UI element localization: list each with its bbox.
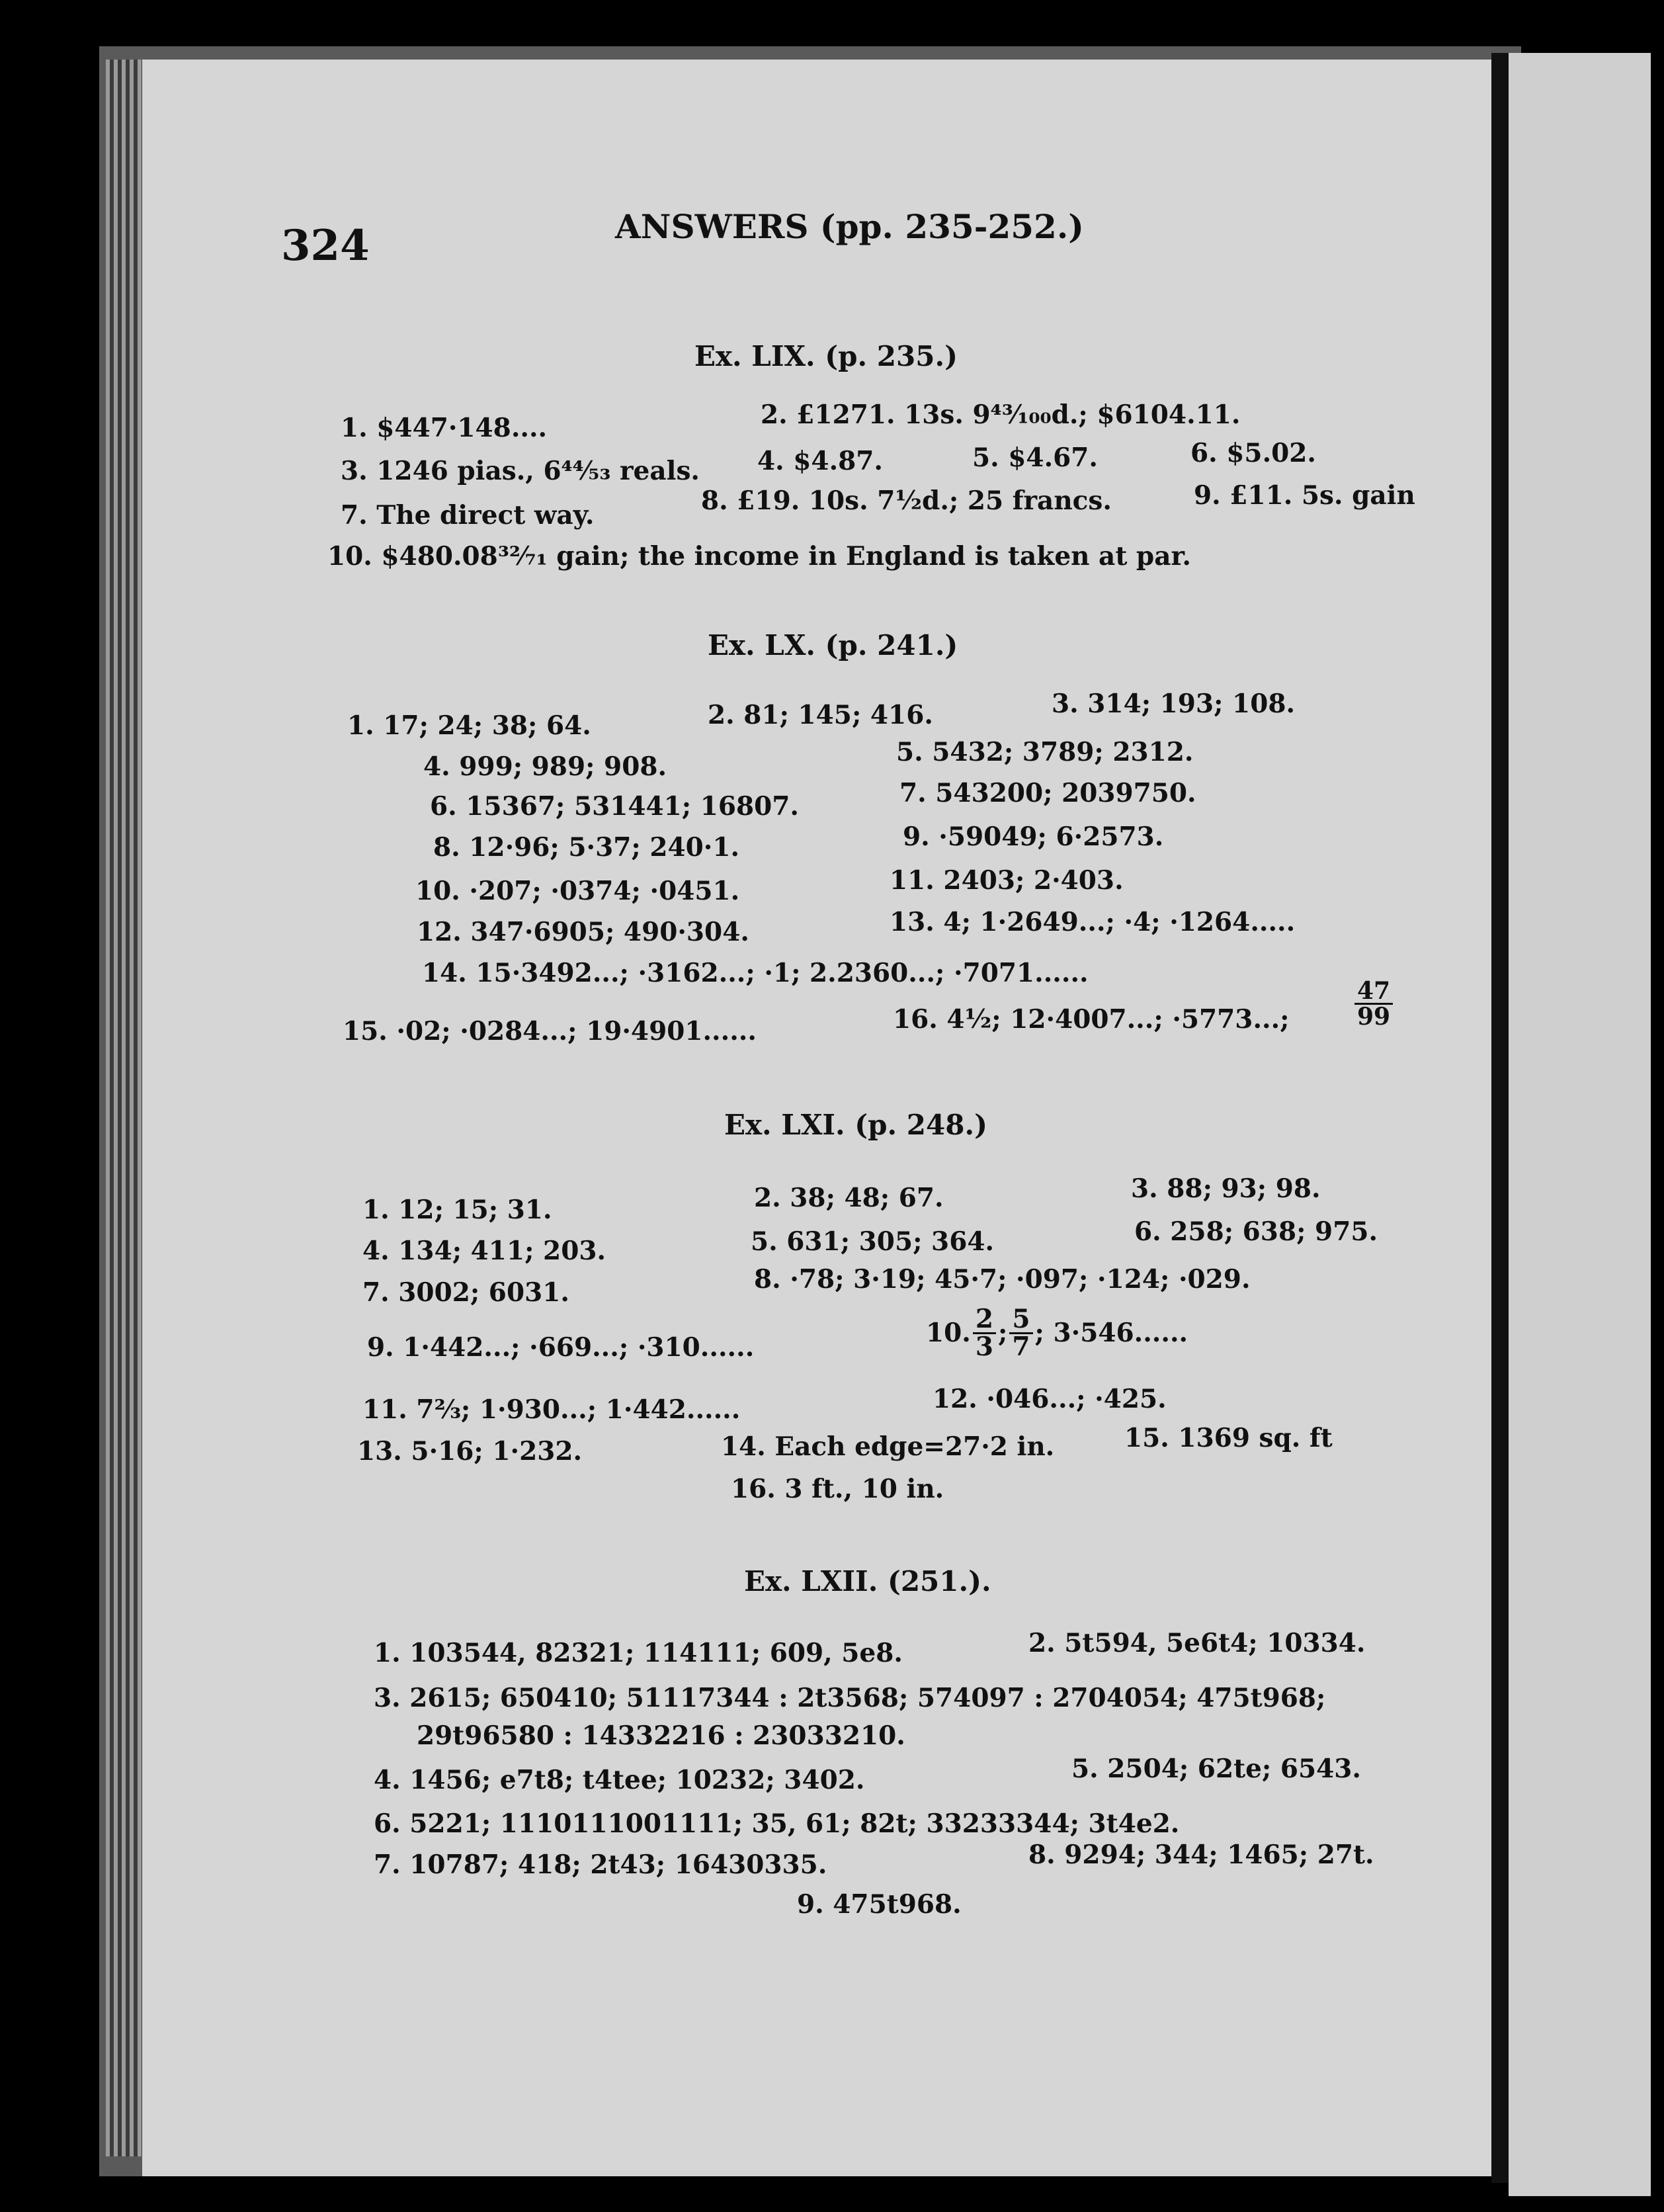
fraction-numerator: 5	[1009, 1306, 1032, 1334]
running-head: ANSWERS (pp. 235-252.)	[615, 207, 1084, 246]
answer-line: 6. 258; 638; 975.	[1134, 1216, 1378, 1247]
fraction-denominator: 7	[1012, 1332, 1030, 1362]
answer-line: 29t96580 : 14332216 : 23033210.	[417, 1721, 905, 1751]
facing-page	[1509, 53, 1651, 2196]
answer-line: 2. 5t594, 5e6t4; 10334.	[1028, 1628, 1366, 1658]
answer-line-fractions: 10. $\frac{2}{3}$ ; $\frac{5}{7}$ ; 3·546......	[926, 1304, 1188, 1362]
answer-line: 9. £11. 5s. gain	[1194, 480, 1415, 511]
answer-line: 10. ·207; ·0374; ·0451.	[415, 876, 740, 906]
section-heading: Ex. LX. (p. 241.)	[708, 629, 958, 661]
answer-line: 14. Each edge=27·2 in.	[721, 1431, 1055, 1462]
answer-line: 5. $4.67.	[972, 443, 1098, 473]
fraction	[1352, 979, 1395, 1029]
answer-line: 5. 631; 305; 364.	[751, 1226, 995, 1257]
book-spine	[1491, 53, 1509, 2183]
answer-line: 5. 2504; 62te; 6543.	[1071, 1754, 1362, 1784]
answer-line: 4. 134; 411; 203.	[362, 1236, 606, 1266]
answer-line: 15. ·02; ·0284...; 19·4901......	[343, 1016, 757, 1046]
answer-line: 9. 475t968.	[797, 1889, 962, 1920]
answer-line: 4. 1456; e7t8; t4tee; 10232; 3402.	[374, 1765, 865, 1795]
answer-line: 3. 2615; 650410; 51117344 : 2t3568; 574097 : 2704054; 475t968;	[374, 1683, 1326, 1713]
answer-line: 3. 314; 193; 108.	[1052, 689, 1296, 719]
answer-line: 3. 1246 pias., 6⁴⁴⁄₅₃ reals.	[341, 456, 700, 486]
answer-line: 12. 347·6905; 490·304.	[417, 917, 749, 947]
fraction-numerator: 47	[1354, 979, 1393, 1005]
answer-line: 4. 999; 989; 908.	[423, 751, 667, 782]
section-heading: Ex. LXII. (251.).	[744, 1565, 991, 1597]
answer-line: 6. 5221; 1110111001111; 35, 61; 82t; 33233344; 3t4e2.	[374, 1808, 1180, 1839]
answer-line: 7. The direct way.	[341, 500, 595, 531]
answer-line: 12. ·046...; ·425.	[933, 1384, 1167, 1414]
answer-line: 1. 103544, 82321; 114111; 609, 5e8.	[374, 1638, 903, 1668]
fraction-denominator: 3	[975, 1332, 993, 1362]
answer-line: 1. 17; 24; 38; 64.	[347, 710, 591, 741]
answer-line: 2. 81; 145; 416.	[708, 700, 933, 730]
section-heading: Ex. LXI. (p. 248.)	[724, 1109, 987, 1141]
answer-line: 13. 5·16; 1·232.	[357, 1436, 583, 1467]
answer-line: 14. 15·3492...; ·3162...; ·1; 2.2360...; ·7071......	[422, 958, 1089, 988]
answer-line: 2. £1271. 13s. 9⁴³⁄₁₀₀d.; $6104.11.	[761, 400, 1241, 430]
answer-line: 7. 10787; 418; 2t43; 16430335.	[374, 1850, 827, 1880]
answer-line: 11. 2403; 2·403.	[890, 865, 1124, 896]
answer-number: 10.	[926, 1318, 971, 1348]
answer-line: 1. 12; 15; 31.	[362, 1195, 552, 1225]
page-edges	[106, 60, 146, 2156]
answer-line: 15. 1369 sq. ft	[1124, 1423, 1333, 1453]
answer-line: 4. $4.87.	[757, 446, 883, 476]
answer-line: 11. 7⅔; 1·930...; 1·442......	[362, 1394, 741, 1425]
answer-line: 8. ·78; 3·19; 45·7; ·097; ·124; ·029.	[754, 1264, 1251, 1295]
answer-line: 6. 15367; 531441; 16807.	[430, 791, 799, 822]
answer-line: 10. $480.08³²⁄₇₁ gain; the income in England is taken at par.	[327, 541, 1192, 572]
answer-line: 13. 4; 1·2649...; ·4; ·1264.....	[890, 907, 1296, 937]
fraction-numerator: 2	[973, 1306, 996, 1334]
answer-line: 1. $447·148....	[341, 413, 548, 443]
answer-line: 16. 3 ft., 10 in.	[731, 1474, 944, 1504]
fraction-denominator: 99	[1357, 1003, 1391, 1031]
answer-line: 7. 3002; 6031.	[362, 1277, 569, 1308]
answer-line: 6. $5.02.	[1190, 438, 1316, 468]
answer-tail: ; 3·546......	[1034, 1318, 1188, 1348]
answer-line: 8. £19. 10s. 7½d.; 25 francs.	[701, 486, 1112, 516]
answer-line: 7. 543200; 2039750.	[899, 778, 1196, 808]
answer-line: 16. 4½; 12·4007...; ·5773...;	[893, 1004, 1290, 1035]
answer-line: 2. 38; 48; 67.	[754, 1183, 944, 1213]
section-heading: Ex. LIX. (p. 235.)	[694, 340, 958, 372]
answer-line: 9. 1·442...; ·669...; ·310......	[367, 1332, 755, 1363]
page-number: 324	[281, 221, 370, 271]
answer-line: 3. 88; 93; 98.	[1131, 1173, 1321, 1204]
answer-line: 5. 5432; 3789; 2312.	[896, 737, 1194, 767]
answer-line: 9. ·59049; 6·2573.	[903, 822, 1164, 852]
answer-line: 8. 12·96; 5·37; 240·1.	[433, 832, 740, 863]
answer-line: 8. 9294; 344; 1465; 27t.	[1028, 1840, 1374, 1870]
